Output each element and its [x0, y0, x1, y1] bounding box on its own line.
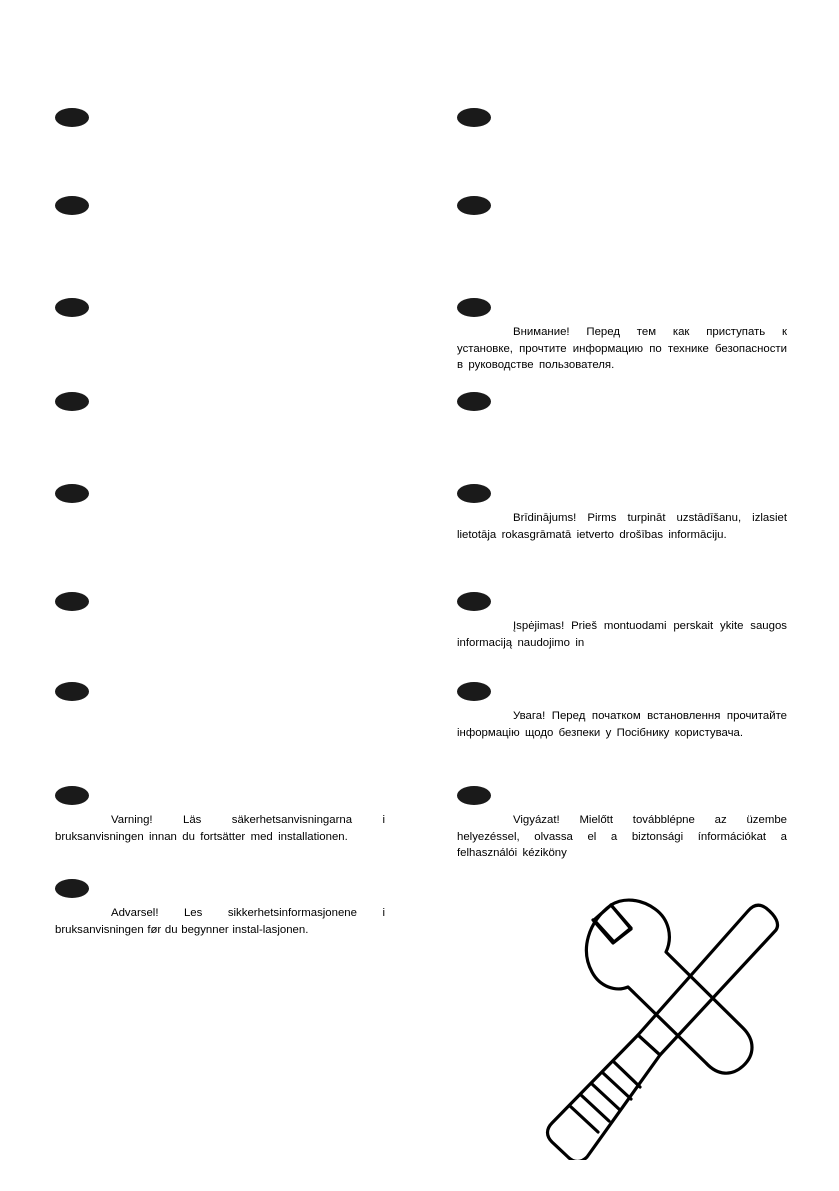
bullet-icon — [457, 196, 491, 215]
bullet-icon — [55, 879, 89, 898]
bullet-icon — [55, 786, 89, 805]
bullet-icon — [55, 196, 89, 215]
wrench-and-file-illustration — [510, 880, 800, 1160]
list-item-text: Įspėjimas! Prieš montuodami perskait ykite saugos informaciją naudojimo in — [457, 620, 787, 649]
bullet-icon — [457, 298, 491, 317]
bullet-icon — [55, 298, 89, 317]
list-item-text: Внимание! Перед тем как приступать к установке, прочтите информацию по технике безопасности в руководстве пользователя. — [457, 326, 787, 371]
bullet-icon — [55, 392, 89, 411]
left-column — [55, 0, 435, 1191]
bullet-icon — [55, 682, 89, 701]
bullet-icon — [457, 484, 491, 503]
list-item-text: Varning! Läs säkerhetsanvisningarna i bruksanvisningen innan du fortsätter med installationen. — [55, 814, 385, 843]
bullet-icon — [457, 592, 491, 611]
bullet-icon — [457, 392, 491, 411]
list-item-text: Увага! Перед початком встановлення прочитайте інформацію щодо безпеки у Посібнику користувача. — [457, 710, 787, 739]
list-item-text: Brīdinājums! Pirms turpināt uzstādīšanu, izlasiet lietotāja rokasgrāmatā ietverto drošības informāciju. — [457, 512, 787, 541]
bullet-icon — [55, 108, 89, 127]
list-item-text: Vigyázat! Mielőtt továbblépne az üzembe helyezéssel, olvassa el a biztonsági ínformációkat a felhasználói kéziköny — [457, 814, 787, 859]
bullet-icon — [457, 682, 491, 701]
bullet-icon — [55, 592, 89, 611]
bullet-icon — [457, 108, 491, 127]
bullet-icon — [55, 484, 89, 503]
list-item-text: Advarsel! Les sikkerhetsinformasjonene i bruksanvisningen før du begynner instal-lasjonen. — [55, 907, 385, 936]
bullet-icon — [457, 786, 491, 805]
